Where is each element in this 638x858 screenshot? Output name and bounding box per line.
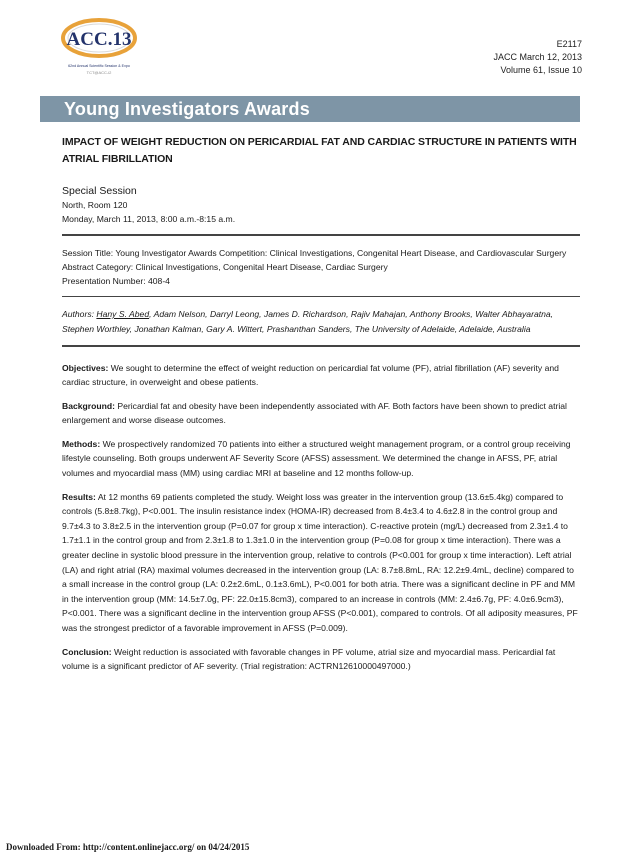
logo-tagline: 62nd Annual Scientific Session & Expo bbox=[68, 64, 130, 68]
abstract-title: IMPACT OF WEIGHT REDUCTION ON PERICARDIAL FAT AND CARDIAC STRUCTURE IN PATIENTS WITH ATRIAL FIBRILLATION bbox=[62, 136, 577, 165]
divider bbox=[62, 345, 580, 347]
logo-sub: TCT@ACC-i2 bbox=[86, 70, 112, 75]
journal-volume: Volume 61, Issue 10 bbox=[500, 65, 582, 75]
abstract-content bbox=[62, 134, 580, 683]
abstract-id: E2117 bbox=[556, 39, 582, 49]
first-author: Hany S. Abed bbox=[96, 309, 150, 319]
session-title: Session Title: Young Investigator Awards Competition: Clinical Investigations, Congenital Heart Disease, and Cardiovascular Surgery bbox=[62, 247, 567, 258]
conclusion-label: Conclusion: bbox=[62, 646, 112, 657]
session-type: Special Session bbox=[62, 185, 137, 197]
abstract-category: Abstract Category: Clinical Investigations, Congenital Heart Disease, Cardiac Surgery bbox=[62, 261, 388, 272]
objectives-text: We sought to determine the effect of weight reduction on pericardial fat volume (PF), atrial fibrillation (AF) severity and cardiac structure, in overweight and obese patients. bbox=[62, 362, 559, 388]
acc13-logo bbox=[58, 16, 140, 84]
acc13-logo-mark bbox=[58, 16, 140, 84]
authors-rest: , Adam Nelson, Darryl Leong, James D. Richardson, Rajiv Mahajan, Anthony Brooks, Walter Abhayaratna, Stephen Worthley, Jonathan Kalman, Gary A. Wittert, Prashanthan Sanders, The University of Adelaide, Adelaide, Australia bbox=[62, 309, 554, 334]
journal-meta bbox=[493, 38, 582, 77]
results-section bbox=[62, 490, 580, 636]
background-text: Pericardial fat and obesity have been independently associated with AF. Both factors have been shown to predict atrial enlargement and worse disease outcomes. bbox=[62, 400, 567, 426]
session-location: North, Room 120 bbox=[62, 200, 128, 210]
objectives-label: Objectives: bbox=[62, 362, 109, 373]
session-datetime: Monday, March 11, 2013, 8:00 a.m.-8:15 a.m. bbox=[62, 214, 236, 224]
conclusion-text: Weight reduction is associated with favorable changes in PF volume, atrial size and myocardial mass. Pericardial fat volume is a significant predictor of AF severity. (Trial registration: ACTRN12610000497000.) bbox=[62, 646, 556, 672]
authors bbox=[62, 307, 580, 337]
banner-title: Young Investigators Awards bbox=[64, 99, 310, 119]
objectives-section bbox=[62, 361, 580, 390]
conclusion-section bbox=[62, 645, 580, 674]
journal-date: JACC March 12, 2013 bbox=[493, 52, 582, 62]
logo-main-text: ACC.13 bbox=[66, 29, 132, 50]
download-footer: Downloaded From: http://content.onlinejacc.org/ on 04/24/2015 bbox=[6, 842, 250, 852]
divider bbox=[62, 234, 580, 236]
background-label: Background: bbox=[62, 400, 115, 411]
methods-label: Methods: bbox=[62, 438, 101, 449]
authors-prefix: Authors: bbox=[62, 309, 97, 319]
results-label: Results: bbox=[62, 491, 96, 502]
background-section bbox=[62, 399, 580, 428]
presentation-number: Presentation Number: 408-4 bbox=[62, 275, 170, 286]
methods-section bbox=[62, 437, 580, 481]
results-text: At 12 months 69 patients completed the study. Weight loss was greater in the intervention group (13.6±5.4kg) compared to controls (5.8±8.7kg), P<0.001. The insulin resistance index (HOMA-IR) decreased from 8.4±3.4 to 4.6±2.8 in the control group and 9.7±4.3 to 3.8±2.5 in the intervention group (P=0.07 for group x time interaction). C-reactive protein (mg/L) decreased from 2.3±1.4 to 1.7±1.1 in the control group and from 2.3±1.8 to 1.3±1.0 in the intervention group (P=0.08 for group x time interaction). There was a greater decline in systolic blood pressure in the intervention group, relative to controls (P<0.001 for group x time interaction). Left atrial (LA) and right atrial (RA) maximal volumes decreased in the intervention group (LA: 8.7±8.8mL, RA: 12.2±9.4mL, decline) compared to a small increase in the control group (LA: 0.2±2.6mL, 0.1±3.6mL), P<0.001 for both atria. There was a significant decline in PF and MM in the intervention group (MM: 14.5±7.0g, PF: 22.0±15.8cm3), compared to an increase in controls (MM: 2.4±6.7g, PF: 4.0±6.9cm3), P<0.001. There was a significant decline in the intervention group AFSS (P<0.001), compared to controls. Of all adiposity measures, PF was the strongest predictor of a favorable improvement in AFSS (P=0.009). bbox=[62, 491, 578, 633]
divider bbox=[62, 296, 580, 298]
methods-text: We prospectively randomized 70 patients into either a structured weight management program, or a control group receiving lifestyle counseling. Both groups underwent AF Severity Score (AFSS) assessment. We determined the change in AFSS, PF, atrial volumes and myocardial mass (MM) using cardiac MRI at baseline and 12 months follow-up. bbox=[62, 438, 571, 479]
section-banner bbox=[40, 96, 580, 122]
